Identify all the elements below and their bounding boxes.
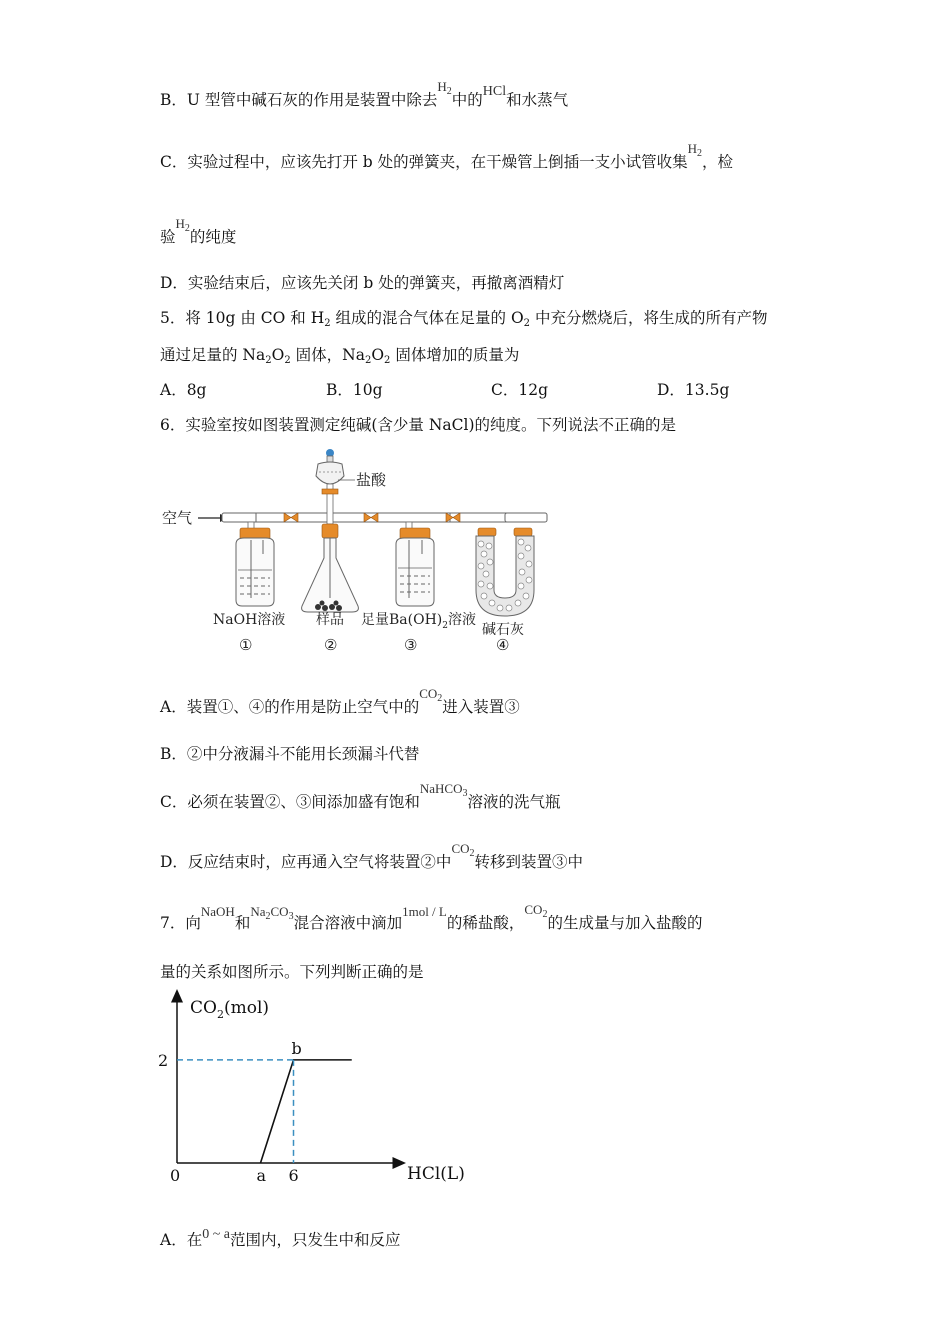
label-baoh2: 足量$Ba(OH)_2$溶液	[361, 612, 476, 631]
x-tick-label-a: a	[256, 1166, 267, 1185]
q6-option-d: D．反应结束时，应再通入空气将装置②中$^{CO_2}$转移到装置③中	[160, 841, 584, 871]
origin-label: 0	[170, 1166, 181, 1185]
label-naoh: NaOH溶液	[213, 612, 286, 628]
hcl-label: 盐酸	[356, 471, 387, 489]
connecting-tubes	[222, 513, 547, 522]
bottle-1	[236, 522, 274, 606]
q4-option-c: C．实验过程中，应该先打开 b 处的弹簧夹，在干燥管上倒插一支小试管收集$^{H_2}$，检	[160, 141, 734, 171]
x-tick-label-6: 6	[288, 1166, 299, 1185]
q5-option-c: C．12g	[491, 381, 549, 399]
x-axis-label: HCl(L)	[407, 1164, 465, 1184]
q5-stem-line2: 通过足量的 $Na_2O_2$ 固体，$Na_2O_2$ 固体增加的质量为	[160, 346, 520, 366]
q7-option-a: A．在0 ~ a范围内，只发生中和反应	[160, 1227, 401, 1249]
formula-hcl: HCl	[482, 84, 507, 99]
q4-option-b: B．U 型管中碱石灰的作用是装置中除去$^{H_2}$中的HCl和水蒸气	[160, 79, 569, 109]
q5-option-a: A．8g	[160, 381, 207, 399]
q5-stem-line1: 5．将 10g 由 CO 和 $H_2$ 组成的混合气体在足量的 $O_2$ 中充分燃烧后，将生成的所有产物	[160, 309, 768, 329]
q6-option-b: B．②中分液漏斗不能用长颈漏斗代替	[160, 745, 420, 763]
q5-option-b: B．10g	[326, 381, 383, 399]
num-4: ④	[496, 636, 510, 654]
y-tick-label-2: 2	[158, 1050, 169, 1070]
q6-option-a: A．装置①、④的作用是防止空气中的$^{CO_2}$进入装置③	[160, 686, 520, 716]
flask-2	[302, 524, 359, 612]
q6-stem: 6．实验室按如图装置测定纯碱(含少量 NaCl)的纯度。下列说法不正确的是	[160, 416, 677, 434]
label-soda-lime: 碱石灰	[482, 622, 524, 638]
co2-hcl-chart	[150, 985, 480, 1190]
formula-h2: H2	[437, 79, 452, 97]
q7-stem-line1: 7．向$^{NaOH}$和$^{Na_2CO_3}$混合溶液中滴加$^{1mol / L}$的稀盐酸，$^{CO_2}$的生成量与加入盐酸的	[160, 902, 703, 932]
q7-stem-line2: 量的关系如图所示。下列判断正确的是	[160, 963, 424, 981]
co2-series-line	[260, 1060, 351, 1163]
num-2: ②	[324, 636, 338, 654]
q5-option-d: D．13.5g	[657, 381, 730, 399]
air-label: 空气	[162, 509, 193, 527]
bottle-3	[396, 522, 434, 606]
u-tube-4	[476, 528, 534, 616]
q4-option-c-line2: 验$^{H_2}$的纯度	[160, 216, 237, 246]
q6-option-c: C．必须在装置②、③间添加盛有饱和$^{NaHCO_3}$溶液的洗气瓶	[160, 781, 561, 811]
num-1: ①	[239, 636, 253, 654]
num-3: ③	[404, 636, 418, 654]
label-sample: 样品	[316, 612, 344, 628]
y-axis-label: $CO_2(mol)$	[190, 998, 270, 1021]
apparatus-figure	[150, 440, 570, 660]
q4-option-d: D．实验结束后，应该先关闭 b 处的弹簧夹，再撤离酒精灯	[160, 274, 565, 292]
point-label-b: b	[291, 1038, 302, 1058]
